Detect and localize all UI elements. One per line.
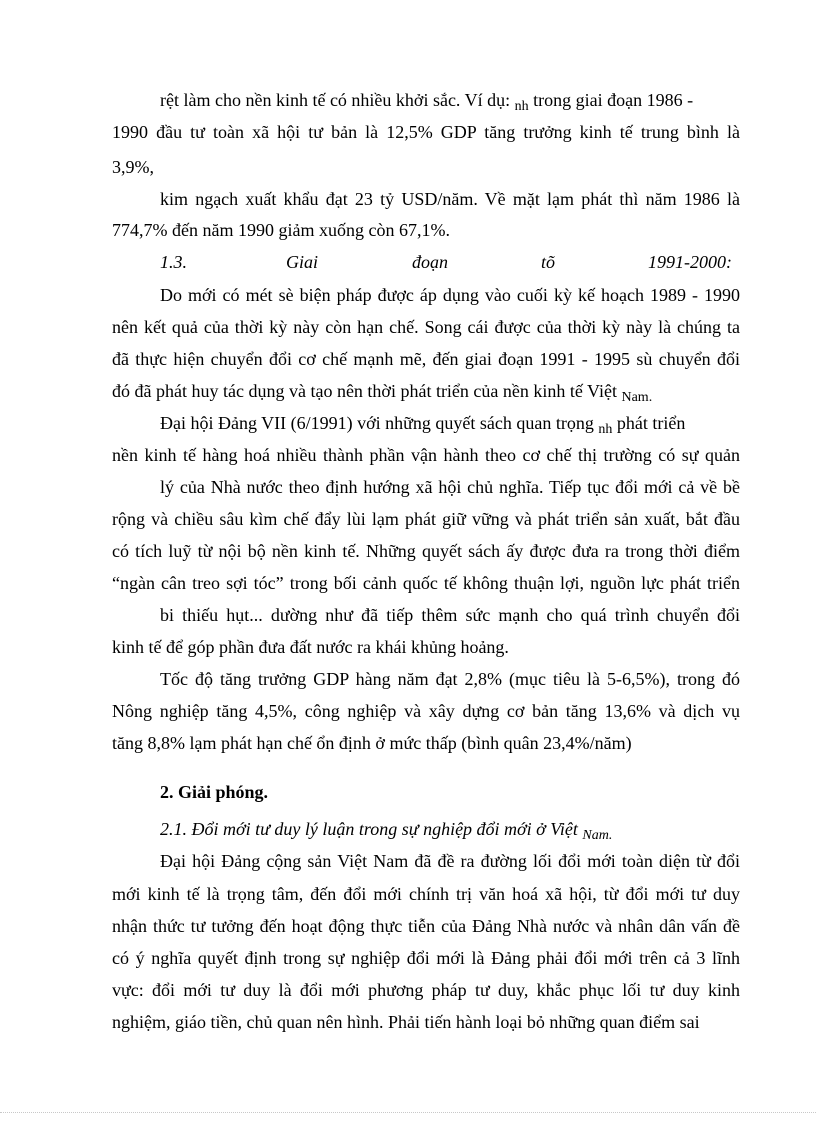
text-line: nhận thức tư tưởng đến hoạt động thực tiễn của Đảng Nhà nước và nhân dân vấn đề: [112, 916, 740, 936]
text-line: Tốc độ tăng trưởng GDP hàng năm đạt 2,8% (mục tiêu là 5-6,5%), trong đó: [160, 669, 740, 689]
text-line: 1990 đầu tư toàn xã hội tư bản là 12,5% GDP tăng trưởng kinh tế trung bình là: [112, 122, 740, 142]
superscript-fragment: nh: [598, 422, 613, 437]
text-line: kim ngạch xuất khẩu đạt 23 tỷ USD/năm. Về mặt lạm phát thì năm 1986 là: [160, 189, 740, 209]
text-line: đã thực hiện chuyển đổi cơ chế mạnh mẽ, đến giai đoạn 1991 - 1995 sù chuyển đổi: [112, 349, 740, 369]
text-line: kinh tế để góp phần đưa đất nước ra khái khủng hoảng.: [112, 637, 509, 657]
text-line: Đại hội Đảng VII (6/1991) với những quyết sách quan trọng $_{nh}$ phát triển: [160, 413, 686, 437]
superscript-fragment: Nam: [621, 390, 649, 405]
footer-divider: [0, 1112, 816, 1113]
text-line: nên kết quả của thời kỳ này còn hạn chế. Song cái được của thời kỳ này là chúng ta: [112, 317, 740, 337]
text-line: rộng và chiều sâu kìm chế đẩy lùi lạm phát giữ vững và phát triển sản xuất, bắt đầu: [112, 509, 740, 529]
text-line: “ngàn cân treo sợi tóc” trong bối cảnh quốc tế không thuận lợi, nguồn lực phát triển: [112, 573, 740, 593]
superscript-fragment: nh: [514, 99, 529, 114]
text-line: lý của Nhà nước theo định hướng xã hội chủ nghĩa. Tiếp tục đổi mới cả về bề: [160, 477, 740, 497]
subsection-heading: 2.1. Đổi mới tư duy lý luận trong sự nghiệp đổi mới ở Việt $_{Nam.}$: [160, 819, 613, 843]
section-heading-number: 1.3.: [160, 252, 187, 272]
text-line: nền kinh tế hàng hoá nhiều thành phần vận hành theo cơ chế thị trường có sự quản: [112, 445, 740, 465]
text-line: đó đã phát huy tác dụng và tạo nên thời phát triển của nền kinh tế Việt $_{Nam.}$: [112, 381, 653, 405]
text-line: Do mới có mét sè biện pháp được áp dụng vào cuối kỳ kế hoạch 1989 - 1990: [160, 285, 740, 305]
text-line: mới kinh tế là trọng tâm, đến đổi mới chính trị văn hoá xã hội, từ đổi mới tư duy: [112, 884, 740, 904]
text-line: có tích luỹ từ nội bộ nền kinh tế. Những quyết sách ấy được đưa ra trong thời điểm: [112, 541, 740, 561]
superscript-fragment: Nam: [582, 828, 609, 843]
text-line: Đại hội Đảng cộng sản Việt Nam đã đề ra đường lối đổi mới toàn diện từ đổi: [160, 851, 740, 871]
text-line: tăng 8,8% lạm phát hạn chế ổn định ở mức thấp (bình quân 23,4%/năm): [112, 733, 632, 753]
text-line: vực: đổi mới tư duy là đổi mới phương pháp tư duy, khắc phục lối tư duy kinh: [112, 980, 740, 1000]
text-line: có ý nghĩa quyết định trong sự nghiệp đổi mới là Đảng phải đổi mới trên cả 3 lĩnh: [112, 948, 740, 968]
text-line: 774,7% đến năm 1990 giảm xuống còn 67,1%.: [112, 220, 450, 240]
section-heading-word: tõ: [541, 252, 556, 272]
text-line: bi thiếu hụt... dường như đã tiếp thêm sức mạnh cho quá trình chuyển đổi: [160, 605, 740, 625]
section-heading: 2. Giải phóng.: [160, 782, 269, 802]
text-line: 3,9%,: [112, 157, 154, 177]
text-line: nghiệm, giáo tiền, chủ quan nên hình. Phải tiến hành loại bỏ những quan điểm sai: [112, 1012, 700, 1032]
text-line: rệt làm cho nền kinh tế có nhiều khởi sắc. Ví dụ: $_{nh}$ trong giai đoạn 1986 -: [160, 90, 694, 114]
text-line: Nông nghiệp tăng 4,5%, công nghiệp và xây dựng cơ bản tăng 13,6% và dịch vụ: [112, 701, 740, 721]
section-heading-word: 1991-2000:: [648, 252, 732, 272]
section-heading-word: đoạn: [412, 252, 448, 272]
section-heading-word: Giai: [286, 252, 319, 272]
